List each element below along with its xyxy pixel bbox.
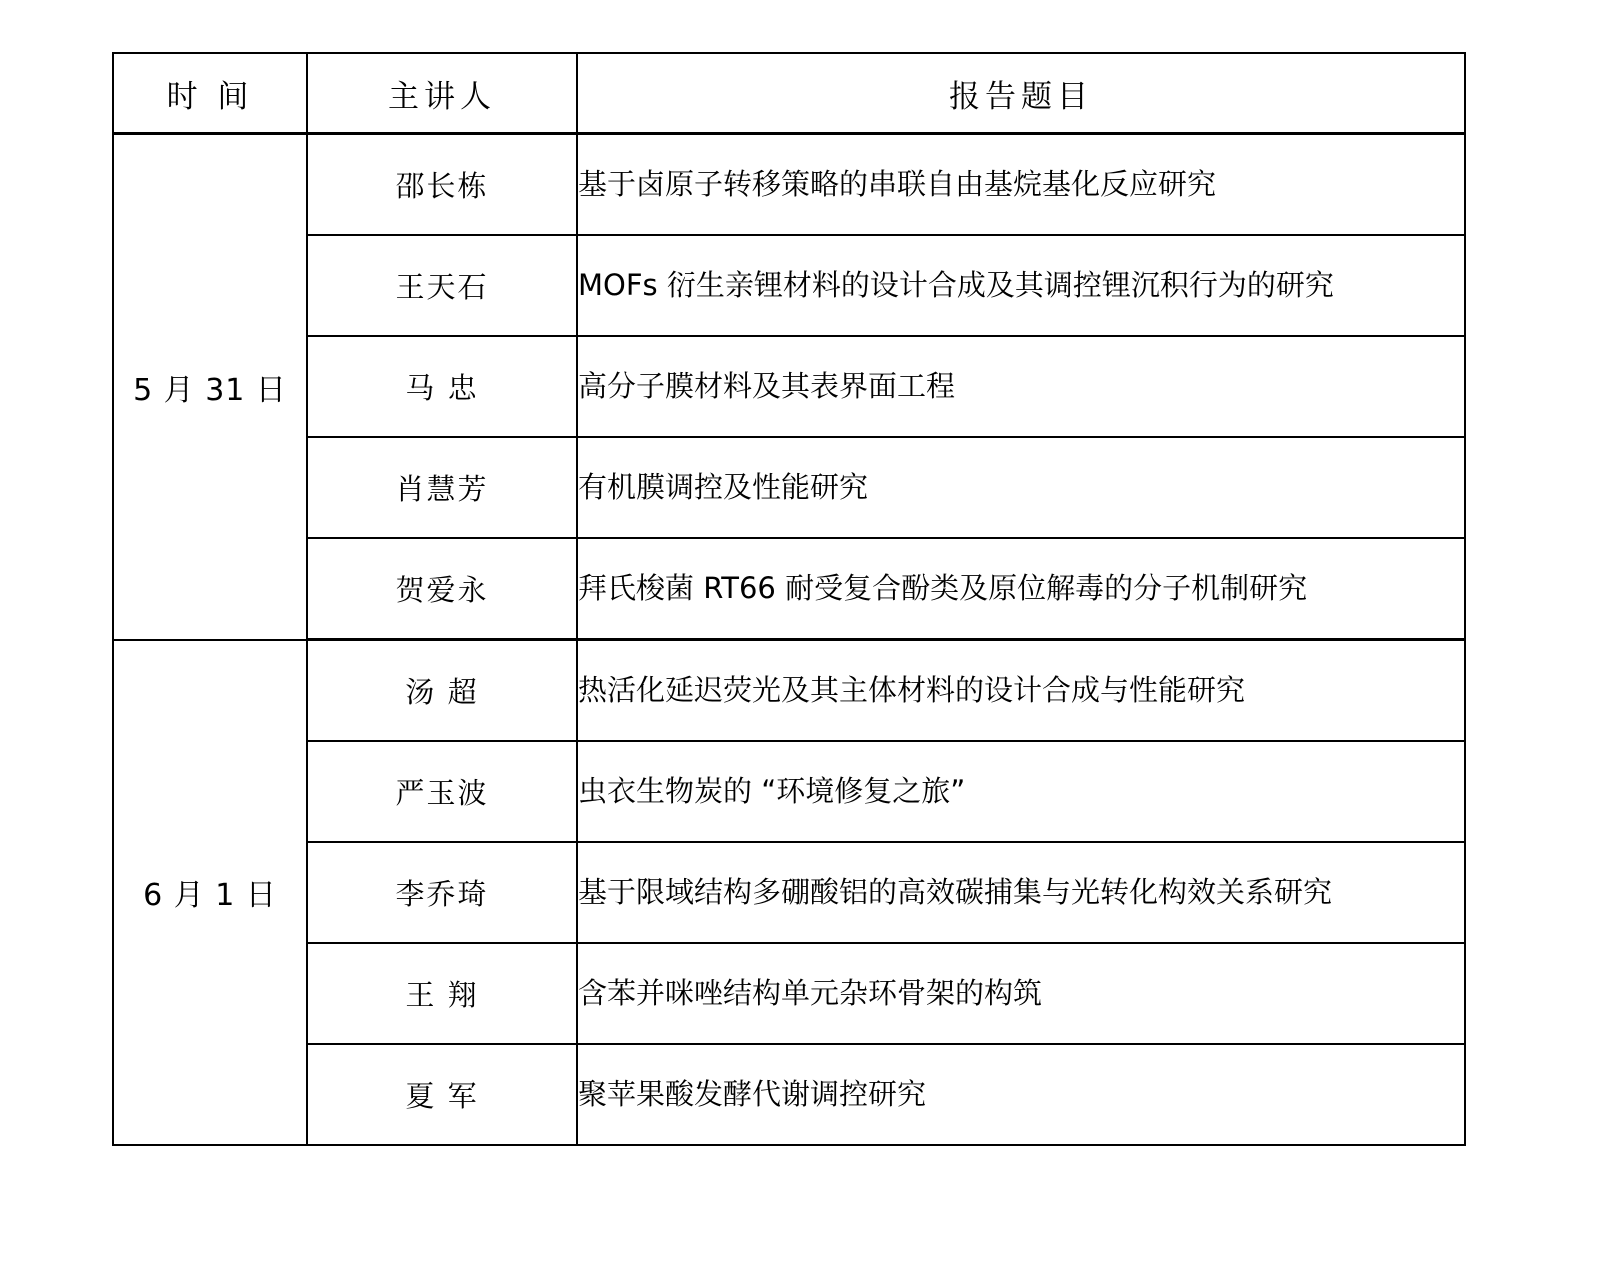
table-row [113, 842, 1465, 943]
topic-cell: 基于卤原子转移策略的串联自由基烷基化反应研究 [577, 134, 1465, 236]
topic-cell: 基于限域结构多硼酸铝的高效碳捕集与光转化构效关系研究 [577, 842, 1465, 943]
schedule-table [112, 52, 1466, 1146]
date-cell-group-2: 6 月 1 日 [113, 640, 307, 1146]
speaker-cell: 汤 超 [307, 640, 577, 742]
topic-cell: 聚苹果酸发酵代谢调控研究 [577, 1044, 1465, 1145]
speaker-cell: 邵长栋 [307, 134, 577, 236]
speaker-cell: 李乔琦 [307, 842, 577, 943]
speaker-cell: 马 忠 [307, 336, 577, 437]
column-header-time: 时 间 [113, 53, 307, 134]
column-header-topic: 报告题目 [577, 53, 1465, 134]
table-row [113, 1044, 1465, 1145]
table-row [113, 741, 1465, 842]
column-header-speaker: 主讲人 [307, 53, 577, 134]
table-header-row [113, 53, 1465, 134]
topic-cell: 有机膜调控及性能研究 [577, 437, 1465, 538]
table-row [113, 336, 1465, 437]
speaker-cell: 肖慧芳 [307, 437, 577, 538]
table-row [113, 640, 1465, 742]
speaker-cell: 夏 军 [307, 1044, 577, 1145]
topic-cell: 热活化延迟荧光及其主体材料的设计合成与性能研究 [577, 640, 1465, 742]
speaker-cell: 王天石 [307, 235, 577, 336]
table-row [113, 235, 1465, 336]
speaker-cell: 贺爱永 [307, 538, 577, 640]
table-row [113, 943, 1465, 1044]
table-row [113, 437, 1465, 538]
date-cell-group-1: 5 月 31 日 [113, 134, 307, 640]
table-row [113, 134, 1465, 236]
topic-cell: 拜氏梭菌 RT66 耐受复合酚类及原位解毒的分子机制研究 [577, 538, 1465, 640]
speaker-cell: 王 翔 [307, 943, 577, 1044]
topic-cell: 虫衣生物炭的 “环境修复之旅” [577, 741, 1465, 842]
topic-cell: MOFs 衍生亲锂材料的设计合成及其调控锂沉积行为的研究 [577, 235, 1465, 336]
table-row [113, 538, 1465, 640]
topic-cell: 含苯并咪唑结构单元杂环骨架的构筑 [577, 943, 1465, 1044]
topic-cell: 高分子膜材料及其表界面工程 [577, 336, 1465, 437]
speaker-cell: 严玉波 [307, 741, 577, 842]
